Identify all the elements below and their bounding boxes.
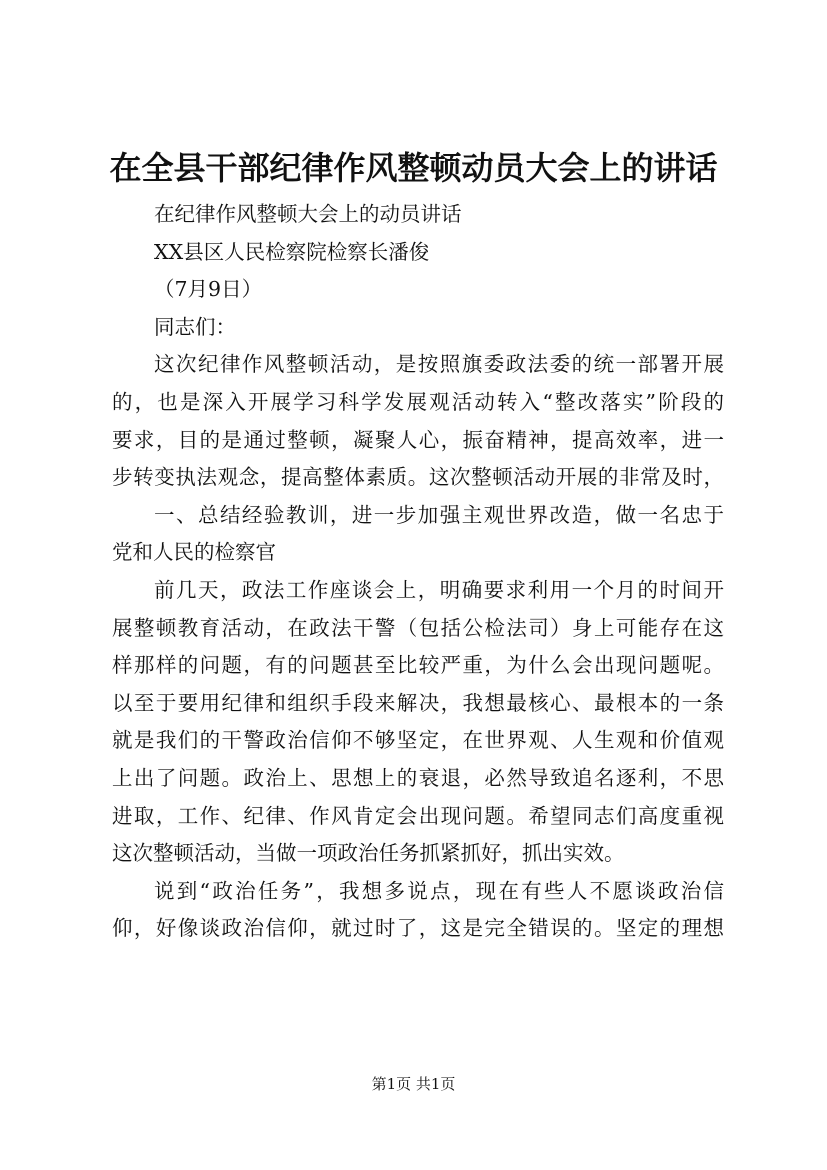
paragraph-line: 就是我们的干警政治信仰不够坚定，在世界观、人生观和价值观 bbox=[112, 728, 724, 753]
salutation: 同志们： bbox=[154, 314, 236, 339]
paragraph-line: 前几天，政法工作座谈会上，明确要求利用一个月的时间开 bbox=[154, 577, 724, 602]
paragraph-line: 这次纪律作风整顿活动，是按照旗委政法委的统一部署开展 bbox=[154, 352, 724, 377]
paragraph-line: 展整顿教育活动，在政法干警（包括公检法司）身上可能存在这 bbox=[112, 615, 724, 640]
paragraph-line: 步转变执法观念，提高整体素质。这次整顿活动开展的非常及时， bbox=[112, 465, 724, 490]
document-body bbox=[112, 196, 724, 948]
section-heading-line: 一、总结经验教训，进一步加强主观世界改造，做一名忠于 bbox=[154, 502, 724, 527]
paragraph-line: 这次整顿活动，当做一项政治任务抓紧抓好，抓出实效。 bbox=[112, 841, 625, 866]
section-heading-line: 党和人民的检察官 bbox=[112, 540, 276, 565]
document-subtitle: 在纪律作风整顿大会上的动员讲话 bbox=[154, 202, 462, 226]
paragraph-line: 的，也是深入开展学习科学发展观活动转入“整改落实”阶段的 bbox=[112, 389, 724, 414]
paragraph-line: 样那样的问题，有的问题甚至比较严重，为什么会出现问题呢。 bbox=[112, 653, 724, 678]
document-title: 在全县干部纪律作风整顿动员大会上的讲话 bbox=[109, 149, 718, 187]
date-line: （7月9日） bbox=[154, 277, 263, 302]
paragraph-line: 仰，好像谈政治信仰，就过时了，这是完全错误的。坚定的理想 bbox=[112, 916, 724, 941]
paragraph-line: 要求，目的是通过整顿，凝聚人心，振奋精神，提高效率，进一 bbox=[112, 427, 724, 452]
speaker-line: XX县区人民检察院检察长潘俊 bbox=[154, 239, 430, 264]
paragraph-line: 进取，工作、纪律、作风肯定会出现问题。希望同志们高度重视 bbox=[112, 803, 724, 828]
paragraph-line: 以至于要用纪律和组织手段来解决，我想最核心、最根本的一条 bbox=[112, 690, 724, 715]
paragraph-line: 上出了问题。政治上、思想上的衰退，必然导致追名逐利，不思 bbox=[112, 765, 724, 790]
page-footer: 第1页 共1页 bbox=[371, 1075, 456, 1093]
paragraph-line: 说到“政治任务”，我想多说点，现在有些人不愿谈政治信 bbox=[154, 878, 724, 903]
